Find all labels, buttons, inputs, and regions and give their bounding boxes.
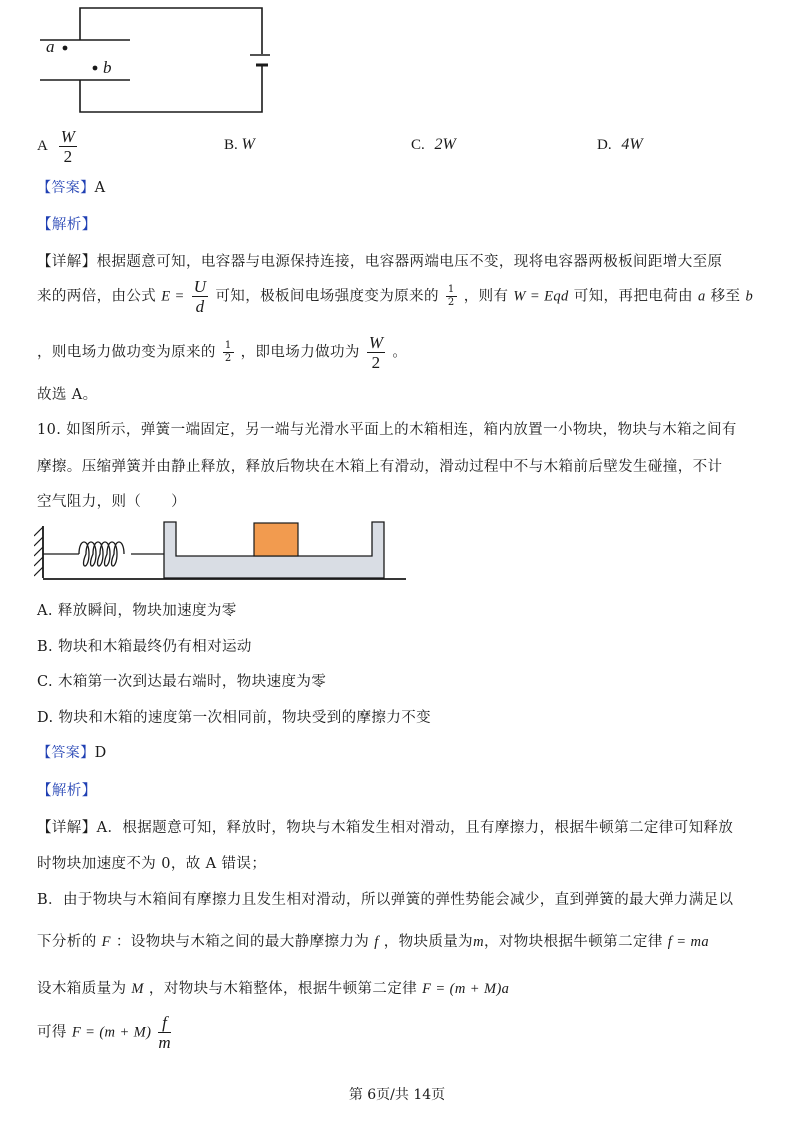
label-a: a: [46, 37, 55, 56]
q10-detail-line1: 【详解】A．根据题意可知，释放时，物块与木箱发生相对滑动，且有摩擦力，根据牛顿第二定律可知释放: [37, 820, 734, 836]
fraction-w-over-2: $\frac{W}{2}$: [368, 333, 384, 372]
fraction-half-2: $\frac{1}{2}$: [224, 340, 232, 364]
page-footer: 第 6页/共 14页: [348, 1087, 446, 1103]
q10-b-line3: 设木箱质量为 M ，对物块与木箱整体，根据牛顿第二定律 F = (m + M)a: [37, 981, 510, 997]
q10-option-a: A. 释放瞬间，物块加速度为零: [37, 603, 237, 619]
q9-detail-line1: 【详解】根据题意可知，电容器与电源保持连接，电容器两端电压不变，现将电容器两极板间距增大至原: [37, 254, 723, 270]
option-a-fraction: $\frac{W}{2}$: [60, 127, 75, 166]
formula-u-over-d: $\frac{U}{d}$: [193, 277, 207, 316]
q10-b-line2: 下分析的 F ：设物块与木箱之间的最大静摩擦力为 f ，物块质量为m，对物块根据牛顿第二定律 f = ma: [37, 934, 709, 950]
q9-option-b: B. W: [224, 136, 255, 153]
q9-option-d: D. 4W: [597, 136, 643, 153]
q10-option-c: C. 木箱第一次到达最右端时，物块速度为零: [37, 674, 327, 690]
q9-analysis-tag: 【解析】: [37, 217, 97, 233]
q10-option-b: B. 物块和木箱最终仍有相对运动: [37, 639, 252, 655]
point-b: [93, 66, 98, 71]
small-block: [254, 523, 298, 556]
q10-stem-line3: 空气阻力，则（ ）: [37, 494, 186, 510]
q10-stem-line2: 摩擦。压缩弹簧并由静止释放，释放后物块在木箱上有滑动，滑动过程中不与木箱前后壁发生碰撞，不计: [37, 459, 723, 475]
q10-answer: 【答案】D: [37, 745, 107, 761]
q10-stem-line1: 10. 如图所示，弹簧一端固定，另一端与光滑水平面上的木箱相连，箱内放置一小物块，物块与木箱之间有: [37, 422, 737, 438]
q9-option-c: C. 2W: [411, 136, 456, 153]
q9-answer: 【答案】A: [37, 180, 106, 196]
q10-analysis-tag: 【解析】: [37, 783, 97, 799]
spring: [43, 542, 164, 566]
fraction-half: $\frac{1}{2}$: [447, 284, 455, 308]
fraction-f-over-m: $\frac{f}{m}$: [158, 1013, 172, 1052]
q9-detail-line3: ，则电场力做功变为原来的 $\frac{1}{2}$ ，即电场力做功为 $\frac{W}{2}$ 。: [37, 333, 408, 372]
label-b: b: [103, 58, 112, 77]
q10-detail-line2: 时物块加速度不为 0，故 A 错误；: [37, 856, 267, 872]
q10-option-d: D. 物块和木箱的速度第一次相同前，物块受到的摩擦力不变: [37, 710, 432, 726]
point-a: [63, 46, 68, 51]
spring-box-diagram: [34, 518, 410, 584]
q10-b-line1: B．由于物块与木箱间有摩擦力且发生相对滑动，所以弹簧的弹性势能会减少，直到弹簧的最大弹力满足以: [37, 892, 734, 908]
q10-b-line4: 可得 F = (m + M) $\frac{f}{m}$: [37, 1013, 172, 1052]
capacitor-circuit-diagram: [30, 4, 270, 116]
q9-detail-line2: 来的两倍，由公式 E = $\frac{U}{d}$ 可知，极板间电场强度变为原来的 $\frac{1}{2}$ ，则有 W = Eqd 可知，再把电荷由 a 移至 b: [37, 277, 754, 316]
q9-option-a: A $\frac{W}{2}$: [37, 127, 75, 166]
q9-conclusion: 故选 A。: [37, 387, 98, 403]
